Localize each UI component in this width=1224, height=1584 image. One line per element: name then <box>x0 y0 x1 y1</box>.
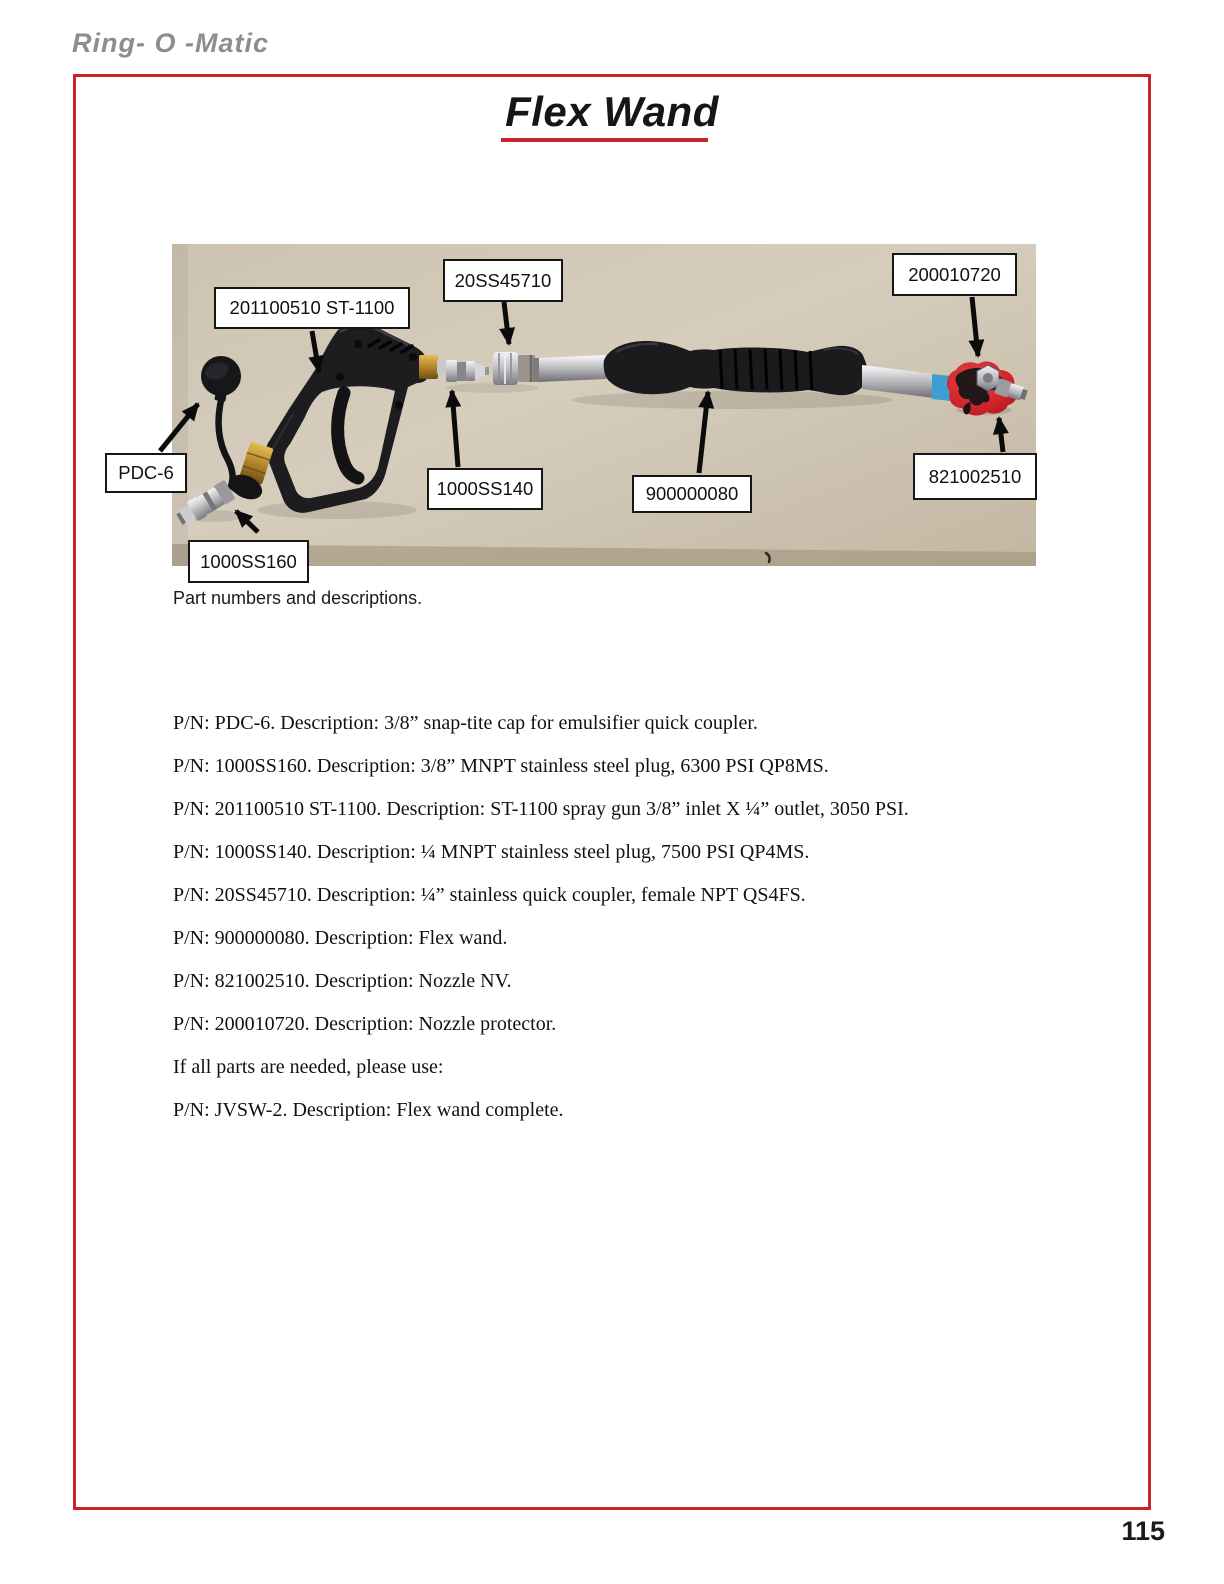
callout-pdc6: PDC-6 <box>105 453 187 493</box>
callout-ss160: 1000SS160 <box>188 540 309 583</box>
page-title: Flex Wand <box>505 88 719 135</box>
parts-list <box>173 702 1093 1132</box>
callout-nozzle: 821002510 <box>913 453 1037 500</box>
callout-gun: 201100510 ST-1100 <box>214 287 410 329</box>
parts-photo-figure <box>118 244 1036 572</box>
parts-line: P/N: PDC-6. Description: 3/8” snap-tite cap for emulsifier quick coupler. <box>173 712 758 734</box>
parts-line: P/N: 821002510. Description: Nozzle NV. <box>173 970 512 992</box>
callout-wand: 900000080 <box>632 475 752 513</box>
parts-line: P/N: JVSW-2. Description: Flex wand complete. <box>173 1099 564 1121</box>
brand-logo: Ring- O -Matic <box>72 28 269 58</box>
parts-line: P/N: 1000SS140. Description: ¼ MNPT stainless steel plug, 7500 PSI QP4MS. <box>173 841 810 863</box>
parts-line: P/N: 201100510 ST-1100. Description: ST-1100 spray gun 3/8” inlet X ¼” outlet, 3050 PSI. <box>173 798 909 820</box>
callout-protector: 200010720 <box>892 253 1017 296</box>
page-number: 115 <box>1121 1516 1165 1546</box>
figure-caption: Part numbers and descriptions. <box>173 588 423 608</box>
parts-line: If all parts are needed, please use: <box>173 1056 444 1078</box>
title-underline <box>501 138 708 142</box>
callout-ss140: 1000SS140 <box>427 468 543 510</box>
callout-coupler: 20SS45710 <box>443 259 563 302</box>
parts-line: P/N: 1000SS160. Description: 3/8” MNPT stainless steel plug, 6300 PSI QP8MS. <box>173 755 829 777</box>
parts-line: P/N: 200010720. Description: Nozzle protector. <box>173 1013 557 1035</box>
parts-line: P/N: 900000080. Description: Flex wand. <box>173 927 508 949</box>
parts-line: P/N: 20SS45710. Description: ¼” stainless quick coupler, female NPT QS4FS. <box>173 884 806 906</box>
